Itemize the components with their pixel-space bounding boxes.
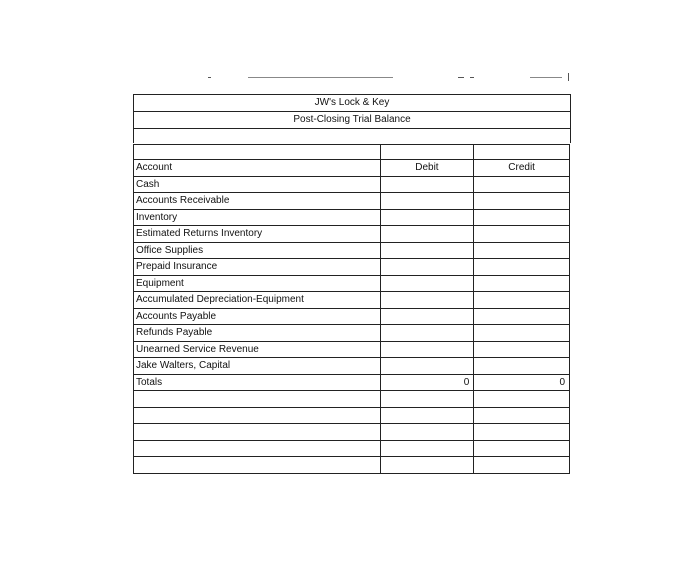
debit-cell[interactable] [380,275,474,292]
credit-cell[interactable] [474,193,570,210]
table-row [134,308,570,325]
total-debit: 0 [380,374,474,391]
account-name: Unearned Service Revenue [134,341,381,358]
blank-cell[interactable] [380,457,474,474]
totals-row [134,374,570,391]
credit-cell[interactable] [474,176,570,193]
table-row [134,275,570,292]
credit-cell[interactable] [474,226,570,243]
trial-balance-table [133,144,570,474]
account-name: Inventory [134,209,381,226]
table-row [134,440,570,457]
account-name: Refunds Payable [134,325,381,342]
blank-cell[interactable] [380,440,474,457]
credit-cell[interactable] [474,242,570,259]
debit-cell[interactable] [380,242,474,259]
account-name: Equipment [134,275,381,292]
account-name: Accumulated Depreciation-Equipment [134,292,381,309]
credit-cell[interactable] [474,259,570,276]
blank-cell[interactable] [474,424,570,441]
credit-cell[interactable] [474,275,570,292]
debit-cell[interactable] [380,325,474,342]
table-row [134,391,570,408]
total-credit: 0 [474,374,570,391]
table-row [134,242,570,259]
blank-cell[interactable] [474,407,570,424]
credit-cell[interactable] [474,292,570,309]
scan-artifact [208,73,568,83]
debit-cell[interactable] [380,259,474,276]
blank-cell[interactable] [134,391,381,408]
table-header-row [134,160,570,177]
debit-cell[interactable] [380,341,474,358]
account-column-header: Account [134,160,381,177]
credit-cell[interactable] [474,209,570,226]
account-name: Office Supplies [134,242,381,259]
table-row [134,226,570,243]
account-name: Accounts Receivable [134,193,381,210]
debit-column-header: Debit [380,160,474,177]
table-row [134,358,570,375]
blank-cell[interactable] [134,424,381,441]
credit-cell[interactable] [474,341,570,358]
table-row [134,424,570,441]
account-name: Prepaid Insurance [134,259,381,276]
account-name: Jake Walters, Capital [134,358,381,375]
table-row [134,209,570,226]
account-name: Estimated Returns Inventory [134,226,381,243]
table-row [134,176,570,193]
blank-cell[interactable] [474,457,570,474]
header-spacer [133,129,571,143]
credit-cell[interactable] [474,358,570,375]
report-title: Post-Closing Trial Balance [293,114,411,125]
blank-cell[interactable] [380,407,474,424]
table-row [134,457,570,474]
report-header [133,94,571,129]
table-row [134,259,570,276]
totals-label: Totals [134,374,381,391]
blank-cell[interactable] [474,440,570,457]
table-row [134,325,570,342]
blank-cell[interactable] [134,440,381,457]
debit-cell[interactable] [380,226,474,243]
debit-cell[interactable] [380,176,474,193]
table-row [134,292,570,309]
blank-cell[interactable] [380,391,474,408]
debit-cell[interactable] [380,292,474,309]
table-row [134,407,570,424]
debit-cell[interactable] [380,209,474,226]
account-name: Cash [134,176,381,193]
blank-cell[interactable] [134,407,381,424]
credit-column-header: Credit [474,160,570,177]
table-row [134,341,570,358]
debit-cell[interactable] [380,193,474,210]
blank-cell[interactable] [134,457,381,474]
debit-cell[interactable] [380,308,474,325]
account-name: Accounts Payable [134,308,381,325]
table-row [134,145,570,160]
blank-cell[interactable] [380,424,474,441]
debit-cell[interactable] [380,358,474,375]
table-row [134,193,570,210]
company-name: JW's Lock & Key [134,95,570,112]
blank-cell[interactable] [474,391,570,408]
credit-cell[interactable] [474,325,570,342]
credit-cell[interactable] [474,308,570,325]
